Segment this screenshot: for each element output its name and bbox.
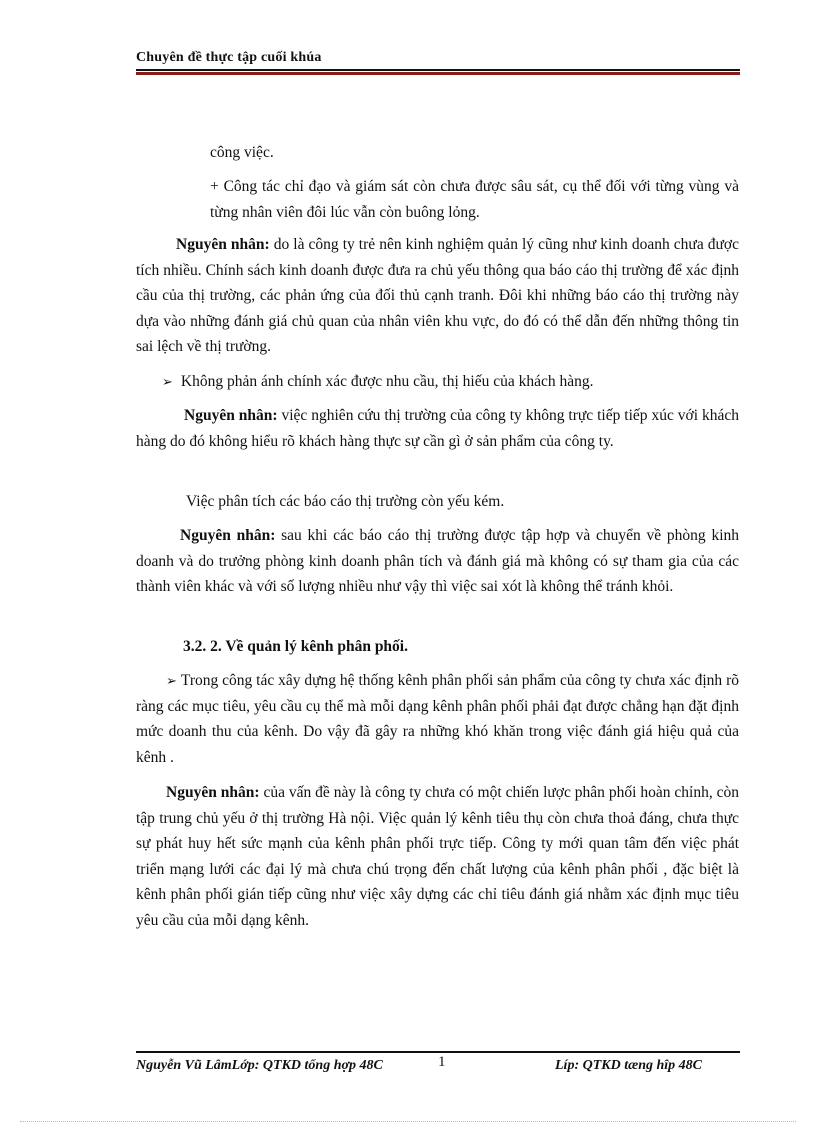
- header-rule-dark: [136, 69, 740, 71]
- paragraph-phan-tich: Việc phân tích các báo cáo thị trường còn yếu kém.: [186, 493, 505, 510]
- paragraph-nguyen-nhan-4: [136, 780, 739, 933]
- nguyen-nhan-label: Nguyên nhân:: [184, 407, 278, 424]
- arrow-bullet-icon: ➢: [166, 673, 177, 688]
- footer-class-garbled: Líp: QTKD tæng hîp 48C: [555, 1058, 703, 1073]
- paragraph-he-thong-kenh: [136, 668, 739, 770]
- paragraph-nguyen-nhan-2: [136, 403, 739, 454]
- paragraph-text: sau khi các báo cáo thị trường được tập hợp và chuyển về phòng kinh doanh và do trưởng phòng kinh doanh phân tích và đánh giá mà không có sự tham gia của các thành viên khác và với số lượng nhiều như vậy thì việc sai xót là không thể tránh khỏi.: [136, 527, 739, 595]
- paragraph-cong-tac-chi-dao: + Công tác chỉ đạo và giám sát còn chưa được sâu sát, cụ thể đối với từng vùng và từng nhân viên đôi lúc vẫn còn buông lỏng.: [210, 178, 739, 221]
- nguyen-nhan-label: Nguyên nhân:: [180, 527, 276, 544]
- bullet-item-nhu-cau: [162, 369, 739, 395]
- page-bottom-dotted-border: [20, 1121, 796, 1122]
- paragraph-text: của vấn đề này là công ty chưa có một chiến lược phân phối hoàn chỉnh, còn tập trung chủ yếu ở thị trường Hà nội. Việc quản lý kênh tiêu thụ còn chưa thoả đáng, chưa thực sự phát huy hết sức mạnh của kênh phân phối trực tiếp. Công ty mới quan tâm đến việc phát triển mạng lưới các đại lý mà chưa chú trọng đến chất lượng của kênh phân phối , đặc biệt là kênh phân phối gián tiếp cũng như việc xây dựng các chỉ tiêu đánh giá nhằm xác định mục tiêu yêu cầu của mỗi dạng kênh.: [136, 784, 739, 929]
- paragraph-text: do là công ty trẻ nên kinh nghiệm quản lý cũng như kinh doanh chưa được tích nhiều. Chính sách kinh doanh được đưa ra chủ yếu thông qua báo cáo thị trường để xác định cầu của thị trường, các phản ứng của đối thủ cạnh tranh. Đôi khi những báo cáo thị trường này dựa vào những đánh giá chủ quan của nhân viên khu vực, do đó có thể dẫn đến những thông tin sai lệch về thị trường.: [136, 236, 739, 355]
- nguyen-nhan-label: Nguyên nhân:: [166, 784, 260, 801]
- footer-author-class: Nguyễn Vũ LâmLớp: QTKD tổng hợp 48C: [136, 1058, 383, 1073]
- page-number: 1: [438, 1054, 446, 1070]
- bullet-text: Không phản ánh chính xác được nhu cầu, thị hiếu của khách hàng.: [180, 373, 594, 390]
- arrow-bullet-icon: ➢: [162, 374, 173, 389]
- paragraph-cong-viec: công việc.: [210, 144, 274, 161]
- footer-rule: [136, 1051, 740, 1053]
- header-rule-red: [136, 72, 740, 75]
- paragraph-text: Trong công tác xây dựng hệ thống kênh phân phối sản phẩm của công ty chưa xác định rõ ràng các mục tiêu, yêu cầu cụ thể mà mỗi dạng kênh phân phối phải đạt được chẳng hạn đặt định mức doanh thu của kênh. Do vậy đã gây ra những khó khăn trong việc đánh giá hiệu quả của kênh .: [136, 672, 739, 766]
- paragraph-nguyen-nhan-3: [136, 523, 739, 600]
- paragraph-nguyen-nhan-1: [136, 232, 739, 360]
- section-heading-3-2-2: 3.2. 2. Về quản lý kênh phân phối.: [183, 638, 408, 655]
- running-header-title: Chuyên đề thực tập cuối khúa: [136, 50, 322, 65]
- nguyen-nhan-label: Nguyên nhân:: [176, 236, 270, 253]
- paragraph-text: việc nghiên cứu thị trường của công ty không trực tiếp tiếp xúc với khách hàng do đó không hiểu rõ khách hàng thực sự cần gì ở sản phẩm của công ty.: [136, 407, 740, 450]
